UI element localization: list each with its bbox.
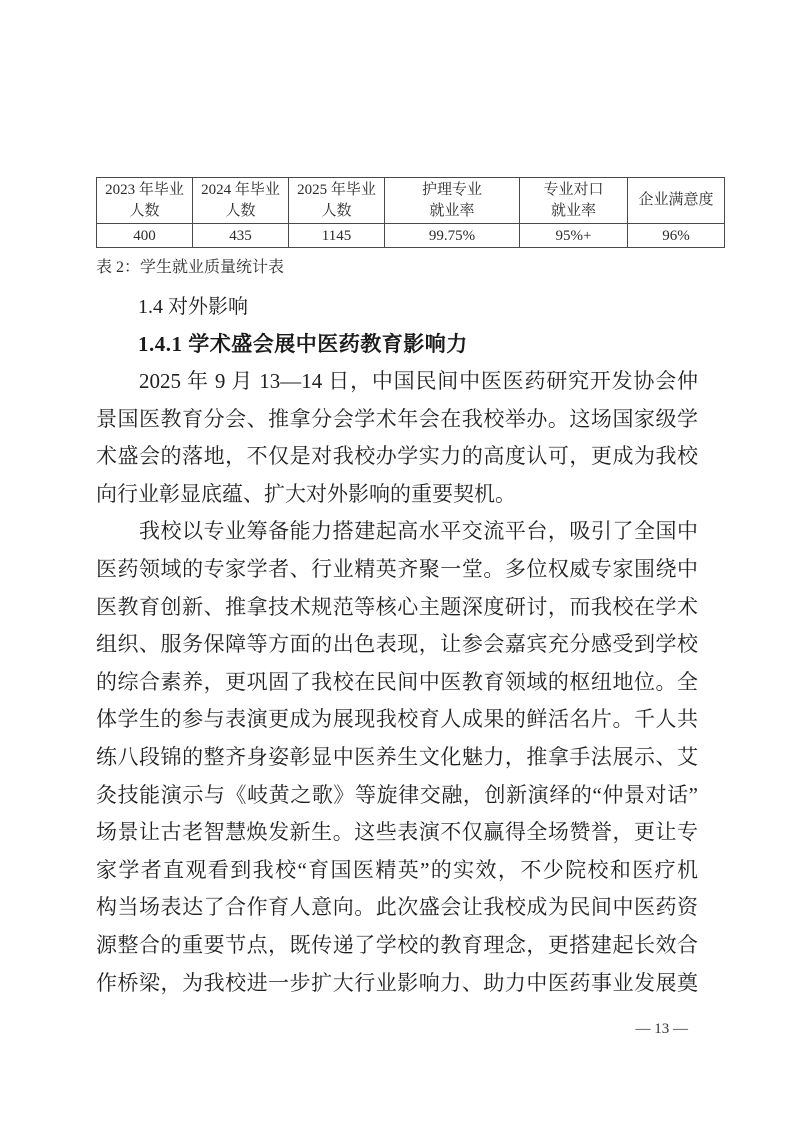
text-line: 医教育创新、推拿技术规范等核心主题深度研讨，而我校在学术 [96, 594, 698, 619]
header-text: 2025 年毕业 [297, 181, 376, 198]
body-text [96, 363, 698, 1002]
text-line: 作桥梁，为我校进一步扩大行业影响力、助力中医药事业发展奠 [96, 970, 698, 995]
col-header-major-match-rate [520, 178, 628, 224]
value-2024-graduates: 435 [193, 224, 289, 248]
text-line: 的综合素养，更巩固了我校在民间中医教育领域的枢纽地位。全 [96, 669, 698, 694]
text-line: 练八段锦的整齐身姿彰显中医养生文化魅力，推拿手法展示、艾 [96, 744, 698, 769]
text-line: 术盛会的落地，不仅是对我校办学实力的高度认可，更成为我校 [96, 444, 698, 469]
text-line: 组织、服务保障等方面的出色表现，让参会嘉宾充分感受到学校 [96, 632, 698, 657]
value-employer-satisfaction: 96% [628, 224, 725, 248]
value-major-match-rate: 95%+ [520, 224, 628, 248]
section-heading: 1.4 对外影响 [138, 296, 248, 318]
table-caption: 表 2：学生就业质量统计表 [96, 259, 285, 276]
header-text: 就业率 [429, 202, 475, 219]
page-number: — 13 — [635, 1021, 688, 1038]
employment-stats-table [96, 177, 725, 248]
header-text: 人数 [225, 202, 256, 219]
text-line: 源整合的重要节点，既传递了学校的教育理念，更搭建起长效合 [96, 932, 698, 957]
header-text: 专业对口 [543, 181, 604, 198]
text-line: 场景让古老智慧焕发新生。这些表演不仅赢得全场赞誉，更让专 [96, 820, 698, 845]
col-header-2025-graduates [289, 178, 385, 224]
header-text: 人数 [129, 202, 160, 219]
text-line: 向行业彰显底蕴、扩大对外影响的重要契机。 [96, 481, 516, 506]
subsection-heading: 1.4.1 学术盛会展中医药教育影响力 [138, 332, 468, 356]
value-nursing-employment-rate: 99.75% [385, 224, 520, 248]
header-text: 2024 年毕业 [201, 181, 280, 198]
text-line: 医药领域的专家学者、行业精英齐聚一堂。多位权威专家围绕中 [96, 556, 698, 581]
header-text: 护理专业 [421, 181, 482, 198]
col-header-2023-graduates [97, 178, 193, 224]
text-line: 体学生的参与表演更成为展现我校育人成果的鲜活名片。千人共 [96, 707, 698, 732]
text-line: 灸技能演示与《岐黄之歌》等旋律交融，创新演绎的“仲景对话” [96, 782, 698, 807]
table-value-row [97, 224, 725, 248]
value-2023-graduates: 400 [97, 224, 193, 248]
col-header-nursing-employment-rate [385, 178, 520, 224]
col-header-2024-graduates [193, 178, 289, 224]
table-header-row [97, 178, 725, 224]
value-2025-graduates: 1145 [289, 224, 385, 248]
header-text: 企业满意度 [638, 192, 714, 208]
header-text: 人数 [321, 202, 352, 219]
text-line: 景国医教育分会、推拿分会学术年会在我校举办。这场国家级学 [96, 406, 698, 431]
text-line: 家学者直观看到我校“育国医精英”的实效，不少院校和医疗机 [96, 857, 698, 882]
text-line: 构当场表达了合作育人意向。此次盛会让我校成为民间中医药资 [96, 895, 698, 920]
text-line: 2025 年 9 月 13—14 日，中国民间中医医药研究开发协会仲 [139, 369, 698, 393]
col-header-employer-satisfaction [628, 178, 725, 224]
header-text: 2023 年毕业 [105, 181, 184, 198]
text-line: 我校以专业筹备能力搭建起高水平交流平台，吸引了全国中 [139, 519, 698, 544]
header-text: 就业率 [550, 202, 596, 219]
